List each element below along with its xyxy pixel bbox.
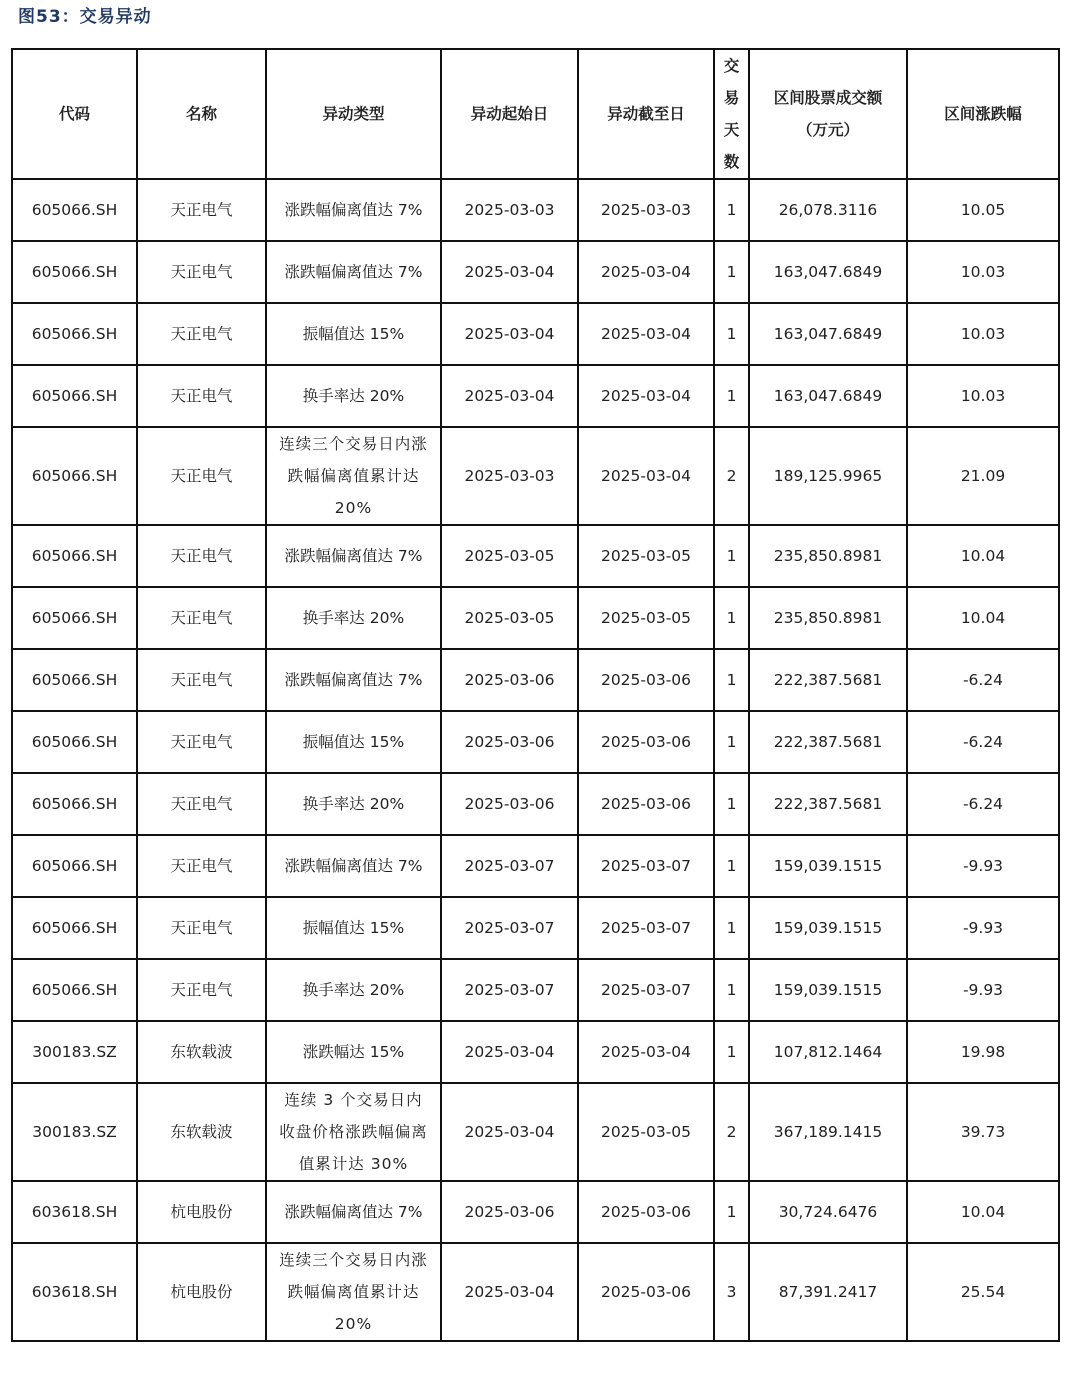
cell-end: 2025-03-05 (578, 525, 714, 587)
header-trading-days-label: 交易天数 (723, 57, 740, 171)
cell-change: 10.04 (907, 525, 1059, 587)
table-row (12, 1243, 1059, 1341)
cell-code: 605066.SH (12, 773, 137, 835)
cell-days: 1 (714, 525, 749, 587)
cell-change: 10.04 (907, 587, 1059, 649)
cell-amount: 222,387.5681 (749, 711, 907, 773)
cell-name: 天正电气 (137, 525, 266, 587)
cell-name: 天正电气 (137, 241, 266, 303)
header-end-date: 异动截至日 (578, 49, 714, 179)
cell-days: 1 (714, 241, 749, 303)
table-row (12, 773, 1059, 835)
cell-name: 天正电气 (137, 587, 266, 649)
cell-amount: 189,125.9965 (749, 427, 907, 525)
cell-name: 天正电气 (137, 303, 266, 365)
table-row (12, 897, 1059, 959)
cell-code: 605066.SH (12, 959, 137, 1021)
cell-start: 2025-03-06 (441, 773, 578, 835)
header-name: 名称 (137, 49, 266, 179)
cell-code: 300183.SZ (12, 1083, 137, 1181)
table-row (12, 959, 1059, 1021)
header-row (12, 49, 1059, 179)
table-row (12, 835, 1059, 897)
cell-name: 杭电股份 (137, 1243, 266, 1341)
cell-name: 杭电股份 (137, 1181, 266, 1243)
cell-end: 2025-03-07 (578, 897, 714, 959)
cell-days: 1 (714, 711, 749, 773)
cell-days: 2 (714, 1083, 749, 1181)
cell-name: 天正电气 (137, 711, 266, 773)
cell-amount: 26,078.3116 (749, 179, 907, 241)
cell-amount: 222,387.5681 (749, 773, 907, 835)
cell-start: 2025-03-04 (441, 303, 578, 365)
cell-start: 2025-03-05 (441, 525, 578, 587)
cell-change: 21.09 (907, 427, 1059, 525)
cell-amount: 163,047.6849 (749, 365, 907, 427)
cell-end: 2025-03-03 (578, 179, 714, 241)
cell-start: 2025-03-06 (441, 1181, 578, 1243)
cell-end: 2025-03-06 (578, 773, 714, 835)
cell-code: 605066.SH (12, 179, 137, 241)
cell-days: 1 (714, 835, 749, 897)
cell-change: -9.93 (907, 897, 1059, 959)
cell-start: 2025-03-06 (441, 649, 578, 711)
table-row (12, 1021, 1059, 1083)
cell-days: 1 (714, 303, 749, 365)
cell-type: 振幅值达 15% (266, 303, 441, 365)
cell-code: 605066.SH (12, 241, 137, 303)
cell-end: 2025-03-04 (578, 365, 714, 427)
cell-end: 2025-03-05 (578, 1083, 714, 1181)
table-row (12, 427, 1059, 525)
table-row (12, 1181, 1059, 1243)
cell-type: 涨跌幅偏离值达 7% (266, 649, 441, 711)
cell-start: 2025-03-03 (441, 427, 578, 525)
cell-change: 39.73 (907, 1083, 1059, 1181)
cell-change: 10.03 (907, 365, 1059, 427)
header-amount-label: 区间股票成交额（万元） (773, 89, 883, 139)
cell-start: 2025-03-04 (441, 1083, 578, 1181)
cell-code: 605066.SH (12, 303, 137, 365)
header-amount (749, 49, 907, 179)
cell-end: 2025-03-04 (578, 241, 714, 303)
cell-code: 605066.SH (12, 587, 137, 649)
cell-end: 2025-03-07 (578, 959, 714, 1021)
cell-type (266, 427, 441, 525)
cell-amount: 163,047.6849 (749, 241, 907, 303)
cell-code: 603618.SH (12, 1181, 137, 1243)
cell-start: 2025-03-05 (441, 587, 578, 649)
cell-change: 10.05 (907, 179, 1059, 241)
cell-type: 振幅值达 15% (266, 711, 441, 773)
figure-title: 图53：交易异动 (18, 7, 152, 27)
cell-days: 2 (714, 427, 749, 525)
table-row (12, 1083, 1059, 1181)
cell-code: 605066.SH (12, 365, 137, 427)
cell-amount: 87,391.2417 (749, 1243, 907, 1341)
cell-days: 3 (714, 1243, 749, 1341)
cell-type: 涨跌幅偏离值达 7% (266, 835, 441, 897)
cell-days: 1 (714, 587, 749, 649)
cell-name: 天正电气 (137, 179, 266, 241)
cell-start: 2025-03-07 (441, 897, 578, 959)
cell-end: 2025-03-06 (578, 711, 714, 773)
cell-days: 1 (714, 1181, 749, 1243)
cell-days: 1 (714, 1021, 749, 1083)
table-row (12, 587, 1059, 649)
cell-type: 涨跌幅偏离值达 7% (266, 179, 441, 241)
cell-change: 10.04 (907, 1181, 1059, 1243)
cell-end: 2025-03-04 (578, 303, 714, 365)
table-row (12, 179, 1059, 241)
cell-code: 605066.SH (12, 711, 137, 773)
cell-name: 天正电气 (137, 773, 266, 835)
table-row (12, 525, 1059, 587)
cell-code: 605066.SH (12, 835, 137, 897)
cell-type: 涨跌幅偏离值达 7% (266, 1181, 441, 1243)
cell-amount: 235,850.8981 (749, 525, 907, 587)
cell-change: -6.24 (907, 773, 1059, 835)
cell-type-text: 连续三个交易日内涨跌幅偏离值累计达 20% (279, 435, 428, 517)
cell-change: -9.93 (907, 959, 1059, 1021)
cell-type: 涨跌幅达 15% (266, 1021, 441, 1083)
cell-type: 振幅值达 15% (266, 897, 441, 959)
cell-start: 2025-03-04 (441, 241, 578, 303)
cell-change: 10.03 (907, 303, 1059, 365)
anomaly-table (11, 48, 1060, 1342)
cell-type-text: 连续三个交易日内涨跌幅偏离值累计达 20% (279, 1251, 428, 1333)
cell-code: 605066.SH (12, 897, 137, 959)
cell-name: 天正电气 (137, 835, 266, 897)
cell-change: 10.03 (907, 241, 1059, 303)
cell-days: 1 (714, 649, 749, 711)
cell-end: 2025-03-07 (578, 835, 714, 897)
cell-days: 1 (714, 897, 749, 959)
cell-start: 2025-03-04 (441, 365, 578, 427)
table-row (12, 241, 1059, 303)
cell-amount: 222,387.5681 (749, 649, 907, 711)
cell-change: 25.54 (907, 1243, 1059, 1341)
cell-type: 涨跌幅偏离值达 7% (266, 241, 441, 303)
cell-start: 2025-03-06 (441, 711, 578, 773)
cell-amount: 159,039.1515 (749, 959, 907, 1021)
cell-change: 19.98 (907, 1021, 1059, 1083)
cell-end: 2025-03-06 (578, 1243, 714, 1341)
cell-days: 1 (714, 959, 749, 1021)
cell-amount: 159,039.1515 (749, 835, 907, 897)
cell-end: 2025-03-04 (578, 427, 714, 525)
cell-type: 换手率达 20% (266, 959, 441, 1021)
cell-code: 603618.SH (12, 1243, 137, 1341)
cell-days: 1 (714, 179, 749, 241)
cell-code: 605066.SH (12, 525, 137, 587)
cell-start: 2025-03-07 (441, 835, 578, 897)
cell-code: 605066.SH (12, 427, 137, 525)
cell-name: 天正电气 (137, 365, 266, 427)
cell-days: 1 (714, 365, 749, 427)
table-row (12, 711, 1059, 773)
cell-change: -9.93 (907, 835, 1059, 897)
cell-end: 2025-03-06 (578, 1181, 714, 1243)
cell-code: 605066.SH (12, 649, 137, 711)
cell-days: 1 (714, 773, 749, 835)
header-type: 异动类型 (266, 49, 441, 179)
header-change: 区间涨跌幅 (907, 49, 1059, 179)
cell-name: 天正电气 (137, 959, 266, 1021)
table-row (12, 303, 1059, 365)
cell-name: 东软载波 (137, 1083, 266, 1181)
cell-type: 换手率达 20% (266, 773, 441, 835)
cell-type: 涨跌幅偏离值达 7% (266, 525, 441, 587)
cell-start: 2025-03-04 (441, 1243, 578, 1341)
cell-name: 天正电气 (137, 427, 266, 525)
cell-type: 换手率达 20% (266, 587, 441, 649)
cell-amount: 367,189.1415 (749, 1083, 907, 1181)
header-code: 代码 (12, 49, 137, 179)
cell-code: 300183.SZ (12, 1021, 137, 1083)
header-trading-days (714, 49, 749, 179)
cell-end: 2025-03-06 (578, 649, 714, 711)
table-row (12, 365, 1059, 427)
cell-type-text: 连续 3 个交易日内收盘价格涨跌幅偏离值累计达 30% (279, 1091, 428, 1173)
cell-start: 2025-03-03 (441, 179, 578, 241)
cell-amount: 159,039.1515 (749, 897, 907, 959)
cell-name: 天正电气 (137, 649, 266, 711)
cell-amount: 235,850.8981 (749, 587, 907, 649)
cell-type (266, 1243, 441, 1341)
table-body (12, 179, 1059, 1341)
header-start-date: 异动起始日 (441, 49, 578, 179)
cell-amount: 107,812.1464 (749, 1021, 907, 1083)
cell-type (266, 1083, 441, 1181)
cell-end: 2025-03-05 (578, 587, 714, 649)
cell-start: 2025-03-07 (441, 959, 578, 1021)
cell-start: 2025-03-04 (441, 1021, 578, 1083)
cell-end: 2025-03-04 (578, 1021, 714, 1083)
cell-name: 东软载波 (137, 1021, 266, 1083)
cell-change: -6.24 (907, 649, 1059, 711)
cell-name: 天正电气 (137, 897, 266, 959)
cell-type: 换手率达 20% (266, 365, 441, 427)
table-row (12, 649, 1059, 711)
cell-amount: 30,724.6476 (749, 1181, 907, 1243)
cell-change: -6.24 (907, 711, 1059, 773)
cell-amount: 163,047.6849 (749, 303, 907, 365)
